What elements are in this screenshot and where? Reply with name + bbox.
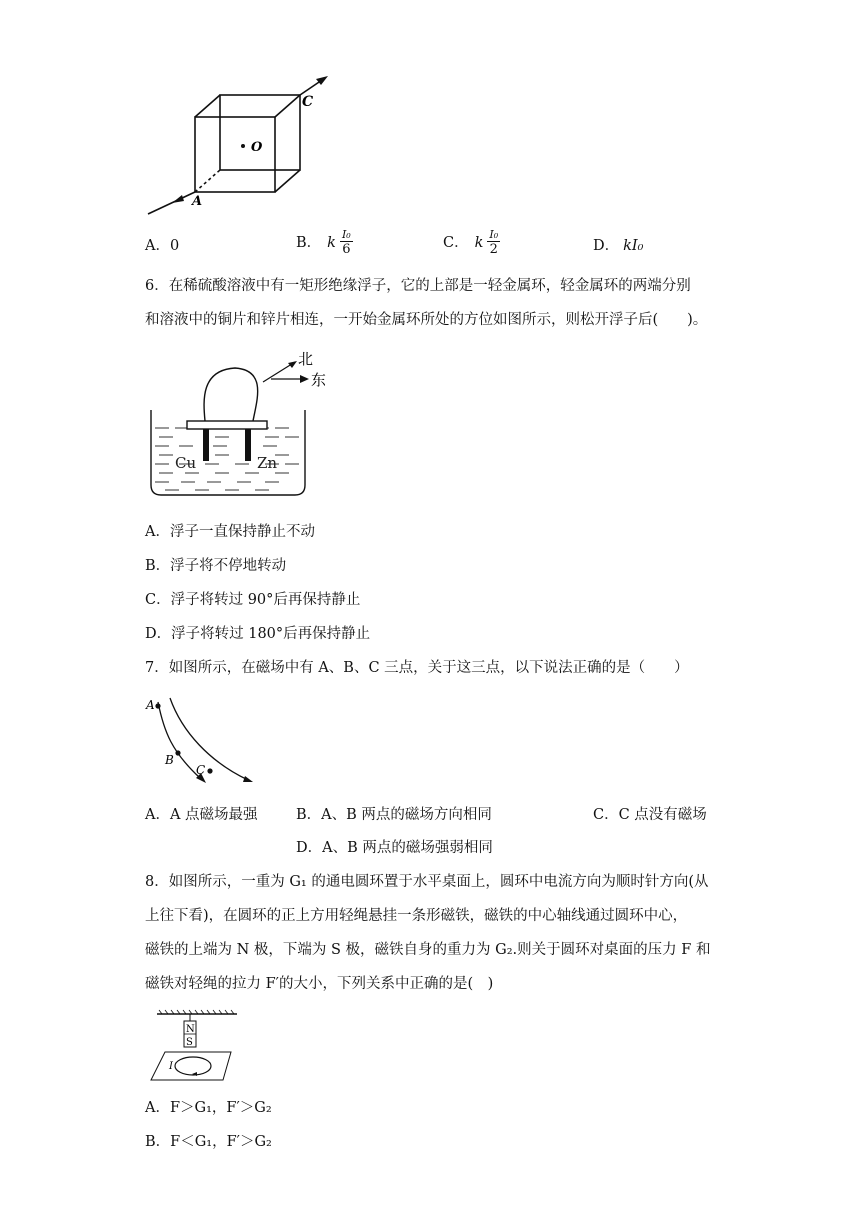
q8-stem-line4: 磁铁对轻绳的拉力 F′的大小，下列关系中正确的是( ) — [145, 976, 494, 992]
fraction: $\frac{\text{I₀}}{6}$ — [341, 228, 351, 257]
zn-label: Zn — [257, 454, 278, 472]
fraction: $\frac{\text{I₀}}{2}$ — [489, 228, 499, 257]
point-C-label: C — [196, 763, 206, 777]
cu-label: Cu — [175, 454, 197, 472]
q8-option-a[interactable]: A．F＞G₁，F′＞G₂ — [145, 1100, 272, 1116]
cube-figure — [140, 72, 340, 222]
q6-stem-line1: 6．在稀硫酸溶液中有一矩形绝缘浮子，它的上部是一轻金属环，轻金属环的两端分别 — [145, 278, 691, 294]
point-B-label: B — [165, 753, 174, 767]
point-A-label: A — [146, 698, 155, 712]
q6-option-b[interactable]: B．浮子将不停地转动 — [145, 558, 287, 574]
magnet-ring-figure — [145, 1008, 245, 1084]
q8-stem-line1: 8．如图所示，一重为 G₁ 的通电圆环置于水平桌面上，圆环中电流方向为顺时针方向(从 — [145, 874, 709, 890]
magnet-N-label: N — [186, 1024, 195, 1035]
magnetic-field-figure — [140, 692, 270, 792]
q7-option-b[interactable]: B．A、B 两点的磁场方向相同 — [296, 807, 492, 823]
label-A: A — [192, 194, 203, 209]
q6-option-c[interactable]: C．浮子将转过 90°后再保持静止 — [145, 592, 361, 608]
label-C: C — [302, 94, 314, 110]
q6-option-d[interactable]: D．浮子将转过 180°后再保持静止 — [145, 626, 371, 642]
q7-option-d[interactable]: D．A、B 两点的磁场强弱相同 — [296, 840, 493, 856]
magnet-S-label: S — [186, 1037, 193, 1048]
float-figure — [145, 340, 345, 502]
q5-option-a[interactable]: A．0 — [145, 238, 180, 254]
q6-option-a[interactable]: A．浮子一直保持静止不动 — [145, 524, 315, 540]
q6-stem-line2: 和溶液中的铜片和锌片相连，一开始金属环所处的方位如图所示，则松开浮子后( )。 — [145, 312, 708, 328]
q7-option-c[interactable]: C．C 点没有磁场 — [593, 807, 707, 823]
q7-stem: 7．如图所示，在磁场中有 A、B、C 三点，关于这三点，以下说法正确的是（ ） — [145, 660, 689, 676]
q8-option-b[interactable]: B．F＜G₁，F′＞G₂ — [145, 1134, 272, 1150]
north-label: 北 — [298, 350, 314, 368]
q5-option-d[interactable]: D． kI₀ — [593, 238, 644, 254]
current-I-label: I — [169, 1061, 173, 1072]
q5-option-b[interactable]: B． k $\frac{\text{I₀}}{6}$ — [296, 228, 351, 257]
east-label: 东 — [311, 371, 327, 389]
q8-stem-line2: 上往下看)，在圆环的正上方用轻绳悬挂一条形磁铁，磁铁的中心轴线通过圆环中心， — [145, 908, 688, 924]
q5-option-c[interactable]: C． k $\frac{\text{I₀}}{2}$ — [443, 228, 499, 257]
q7-option-a[interactable]: A．A 点磁场最强 — [145, 807, 258, 823]
q8-stem-line3: 磁铁的上端为 N 极，下端为 S 极，磁铁自身的重力为 G₂.则关于圆环对桌面的压力 F 和 — [145, 942, 711, 958]
label-O: O — [251, 140, 263, 155]
